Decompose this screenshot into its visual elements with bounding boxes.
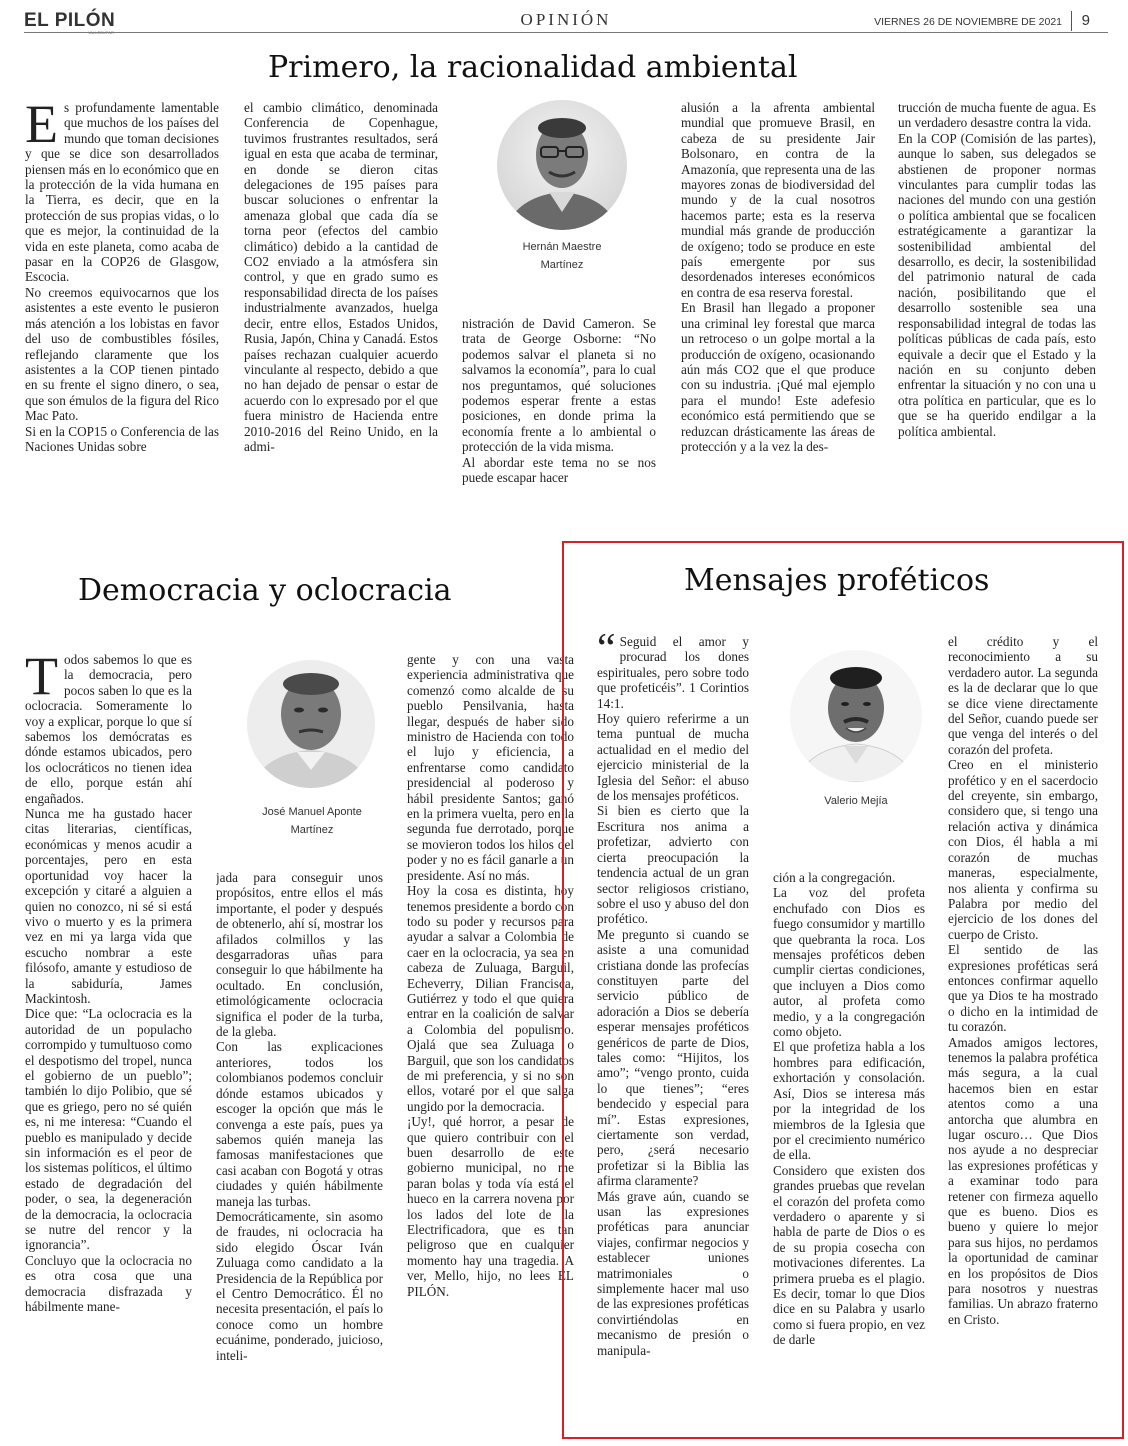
article1-column-2 xyxy=(244,100,438,524)
article1-text-3: nistración de David Cameron. Se trata de George Osborne: “No podemos salvar el planeta si no salvamos la economía”, para lo cual nos preguntamos, qué soluciones podemos esperar frente a estas posiciones, en donde prima la economía frente a lo ambiental o protección de la vida misma. Al abordar este tema no se nos puede escapar hacer xyxy=(462,316,656,486)
article2-text-2: jada para conseguir unos propósitos, entre ellos el más importante, el poder y después de obtenerlo, ahí sí, mostrar los afilados colmillos y las desgarradoras uñas para conseguir lo que hábilmente ha ocultado. En conclusión, etimológicamente oclocracia significa el poder de la turba, de la gleba. Con las explicaciones anteriores, todos los colombianos podemos concluir dónde estamos ubicados y escoger la opción que más le convenga a este país, pues ya sabemos quién maneja las famosas manifestaciones que casi acaban con Bogotá y otras ciudades y quién hábilmente maneja las turbas. Democráticamente, sin asomo de fraudes, ni oclocracia ha sido elegido Óscar Iván Zuluaga como candidato a la Presidencia de la República por el Centro Democrático. Él no necesita presentación, el país lo conoce como un hombre ecuánime, ponderado, juicioso, inteli- xyxy=(216,870,383,1363)
article2-dropcap: T xyxy=(25,652,58,706)
article2-author-name: José Manuel Aponte xyxy=(262,806,362,818)
dateline: VIERNES 26 DE NOVIEMBRE DE 2021 xyxy=(874,16,1062,28)
article3-text-2: ción a la congregación. La voz del profeta enchufado con Dios es fuego consumidor y martillo que quebranta la roca. Los mensajes proféticos deben cumplir ciertas condiciones, que incluyen a Dios como autor, al profeta como medio, y a la congregación como objeto. El que profetiza habla a los hombres para edificación, exhortación y consolación. Así, Dios se interesa más por la integridad de los miembros de la Iglesia que por el crecimiento numérico de ella. Considero que existen dos grandes pruebas que revelan el corazón del profeta como verdadero o aparente y si habla de parte de Dios o es de su propia cosecha con motivaciones diferentes. La primera prueba es el plagio. Es decir, tomar lo que Dios dice en su Palabra y usarlo como si fuera propio, en vez de darle xyxy=(773,870,925,1348)
header-rule xyxy=(24,32,1108,33)
open-quote-mark: “ xyxy=(597,634,616,672)
article3-author-photo xyxy=(790,650,922,782)
article1-column-1 xyxy=(25,100,219,524)
page-number: 9 xyxy=(1081,12,1090,29)
article1-author-surname: Martínez xyxy=(540,259,584,271)
article1-text-4: alusión a la afrenta ambiental mundial que promueve Brasil, en cabeza de su presidente Jair Bolsonaro, en contra de la Amazonía, que representa una de las mayores zonas de biodiversidad del mundo y de la cual nosotros hacemos parte; esta es la reserva mundial más grande de producción de oxígeno; todo se produce en este país emergente por sus desordenados intereses económicos en contra de esa reserva forestal. En Brasil han llegado a proponer una criminal ley forestal que marca un retroceso o un golpe mortal a la producción de oxígeno, ocasionando aún más CO2 que el que produce con su industria. ¡Qué mal ejemplo para el mundo! Este adefesio económico está permitiendo que se reduzcan drásticamente las áreas de protección y a la vez la des- xyxy=(681,100,875,454)
article1-column-5 xyxy=(898,100,1096,524)
article3-column-2 xyxy=(773,870,925,1424)
article1-author-name: Hernán Maestre xyxy=(522,241,602,253)
article2-author-photo xyxy=(247,660,375,788)
article2-text-1: odos sabemos lo que es la democracia, pero pocos saben lo que es la oclocracia. Someramente lo voy a explicar, porque lo que sí sabemos los demócratas es dónde estamos ubicados, pero los oclocráticos no tienen idea de ello, porque están ahí engañados. Nunca me ha gustado hacer citas literarias, científicas, económicas y menos acudir a porcentajes, pero en esta oportunidad voy hacer la excepción y citaré a alguien a quien no conozco, ni sé si está vivo o muerto y es la primera vez en mi ya larga vida que escucho nombrar a este filósofo, amante y estudioso de la sabiduría, James Mackintosh. Dice que: “La oclocracia es la autoridad de un populacho corrompido y tumultuoso como el despotismo del tropel, nunca el gobierno de un pueblo”; también lo dijo Polibio, que sé que es griego, pero no sé quién es, ni me interesa: “Cuando el pueblo es manipulado y decide sin información es el peor de los sistemas políticos, el último estado de degradación del poder, o sea, la degeneración de la democracia, la oclocracia se nutre del rencor y la ignorancia”. Concluyo que la oclocracia no es otra cosa que una democracia disfrazada y hábilmente mane- xyxy=(25,652,192,1315)
article3-byline xyxy=(786,792,926,810)
article3-text-1: Seguid el amor y procurad los dones espirituales, pero sobre todo que profeticéis”. 1 Corintios 14:1. Hoy quiero referirme a un tema puntual de mucha actualidad en el medio del ejercicio ministerial de la Iglesia del Señor: el abuso de los mensajes proféticos. Si bien es cierto que la Escritura nos anima a profetizar, advierto con cierta preocupación la tendencia actual de un gran sector religiosos cristiano, sobre el uso y abuso del don profético. Me pregunto si cuando se asiste a una comunidad cristiana donde las profecías constituyen parte del servicio público de adoración a Dios se debería esperar mensajes proféticos genéricos de parte de Dios, tales como: “Hijitos, los amo”; “vengo pronto, cuida lo que tienes”; “eres bendecido y especial para mí”. Estas expresiones, ciertamente son verdad, pero, ¿será necesario profetizar si la Biblia las afirma claramente? Más grave aún, cuando se usan las expresiones proféticas para anunciar viajes, confirmar negocios y establecer uniones matrimoniales o simplemente hacer mal uso de las expresiones proféticas convirtiéndolas en mecanismo de presión o manipula- xyxy=(597,634,749,1358)
article1-dropcap: E xyxy=(25,100,58,154)
article2-column-1 xyxy=(25,652,192,1418)
newspaper-logo: EL PILÓN xyxy=(24,10,116,31)
article2-byline xyxy=(232,803,392,839)
article1-column-3 xyxy=(462,316,656,524)
article3-column-3 xyxy=(948,634,1098,1424)
article1-headline: Primero, la racionalidad ambiental xyxy=(268,50,798,85)
article2-author-surname: Martínez xyxy=(290,824,334,836)
article1-column-4 xyxy=(681,100,875,524)
article1-text-5: trucción de mucha fuente de agua. Es un verdadero desastre contra la vida. En la COP (Comisión de las partes), aunque lo saben, sus delegados se abstienen de proponer normas vinculantes para cumplir todas las naciones del mundo con una gestión o política ambiental que se focalicen estratégicamente a garantizar la sostenibilidad ambiental del desarrollo, es decir, la sostenibilidad del patrimonio natural de cada nación, posibilitando que el desarrollo sostenible sea una responsabilidad integral de todas las políticas públicas de cada país, esto equivale a decir que el Estado y la nación en su conjunto deben enfrentar la situación y no con una u otra política en particular, que es lo que se ha querido endilgar a la política ambiental. xyxy=(898,100,1096,439)
article1-text-1: s profundamente lamentable que muchos de los países del mundo que toman decisiones y que se dice son desarrollados piensen más en lo económico que en la protección de la vida humana en la Tierra, es decir, que en la protección de sus propias vidas, o lo que es mejor, la continuidad de la vida en este planeta, como acaba de pasar en la COP26 de Glasgow, Escocia. No creemos equivocarnos que los asistentes a este evento le pusieron más atención a los lobistas en favor del uso de combustibles fósiles, reflejando claramente que los asistentes a la COP tienen pintado en su frente el signo dinero, o sea, que son émulos de la figura del Rico Mac Pato. Si en la COP15 o Conferencia de las Naciones Unidas sobre xyxy=(25,100,219,454)
article2-column-2 xyxy=(216,870,383,1418)
page-separator xyxy=(1071,11,1072,31)
article2-headline: Democracia y oclocracia xyxy=(78,573,452,608)
article1-byline xyxy=(497,238,627,274)
article3-column-1 xyxy=(597,634,749,1424)
article3-author-name: Valerio Mejía xyxy=(824,795,888,807)
article2-column-3 xyxy=(407,652,574,1418)
article3-text-3: el crédito y el reconocimiento a su verdadero autor. La segunda es la de declarar que lo que se dice viene directamente del Señor, cuando puede ser que venga del interés o del corazón del profeta. Creo en el ministerio profético y en el sacerdocio del creyente, sin embargo, considero que, si tengo una relación activa y dinámica con Dios, él habla a mi corazón de muchas maneras, especialmente, nos alienta y confirma su Palabra por medio del ejercicio de los dones del cuerpo de Cristo. El sentido de las expresiones proféticas será entonces confirmar aquello que ya Dios te ha mostrado o dicho en la intimidad de tu corazón. Amados amigos lectores, tenemos la palabra profética más segura, a la cual hacemos bien en estar atentos como a una antorcha que alumbra en lugar oscuro… Que Dios nos ayude a no despreciar las expresiones proféticas y a examinar todo para retener con firmeza aquello que es bueno. Dios es bueno y quiere lo mejor para sus hijos, no perdamos la oportunidad de caminar en los propósitos de Dios para nosotros y nuestras familias. Un abrazo fraterno en Cristo. xyxy=(948,634,1098,1327)
article2-text-3: gente y con una vasta experiencia administrativa que comenzó como alcalde de su pueblo Pensilvania, hasta llegar, después de haber sido ministro de Hacienda con todo el lujo y eficiencia, a enfrentarse como candidato presidencial al poderoso y hábil presidente Santos; ganó en la primera vuelta, pero en la segunda fue derrotado, porque se movieron todos los hilos del poder y no es fácil ganarle a un presidente. Así no más. Hoy la cosa es distinta, hoy tenemos presidente a bordo con todo su poder y recursos para ayudar a salvar a Colombia de caer en la oclocracia, ya sea en cabeza de Zuluaga, Barguil, Echeverry, Dilian Francisca, Gutiérrez y todo el que quiera entrar en la coalición de salvar a Colombia del populismo. Ojalá que sea Zuluaga o Barguil, que son los candidatos de mi preferencia, y si no son ellos, votaré por el que salga ungido por la democracia. ¡Uy!, qué horror, a pesar de que quiero contribuir con el buen desarrollo de este gobierno municipal, no me paran bolas y toda vía está el hueco en la carrera novena por los lados del lote de la Electrificadora, que es tan peligroso que en cualquier momento hay una tragedia. A ver, Mello, hijo, no lees EL PILÓN. xyxy=(407,652,574,1299)
article3-headline: Mensajes proféticos xyxy=(684,563,990,598)
article1-text-2: el cambio climático, denominada Conferencia de Copenhague, tuvimos frustrantes resultados, será igual en esta que acaba de terminar, en donde se dieron citas delegaciones de 195 países para buscar soluciones o enfrentar la amenaza global que cada día se torna peor (efectos del cambio climático) debido a la cantidad de CO2 enviado a la atmósfera sin control, y que en grado sumo es responsabilidad directa de los países industrialmente avanzados, huelga decir, entre ellos, Estados Unidos, Rusia, Japón, China y Canadá. Estos países rechazan cualquier acuerdo vinculante al respecto, debido a que no han dejado de pensar o estar de acuerdo con lo expresado por el que fuera ministro de Hacienda entre 2010-2016 del Reino Unido, en la admi- xyxy=(244,100,438,454)
article1-author-photo xyxy=(497,100,627,230)
section-title: OPINIÓN xyxy=(520,10,612,29)
